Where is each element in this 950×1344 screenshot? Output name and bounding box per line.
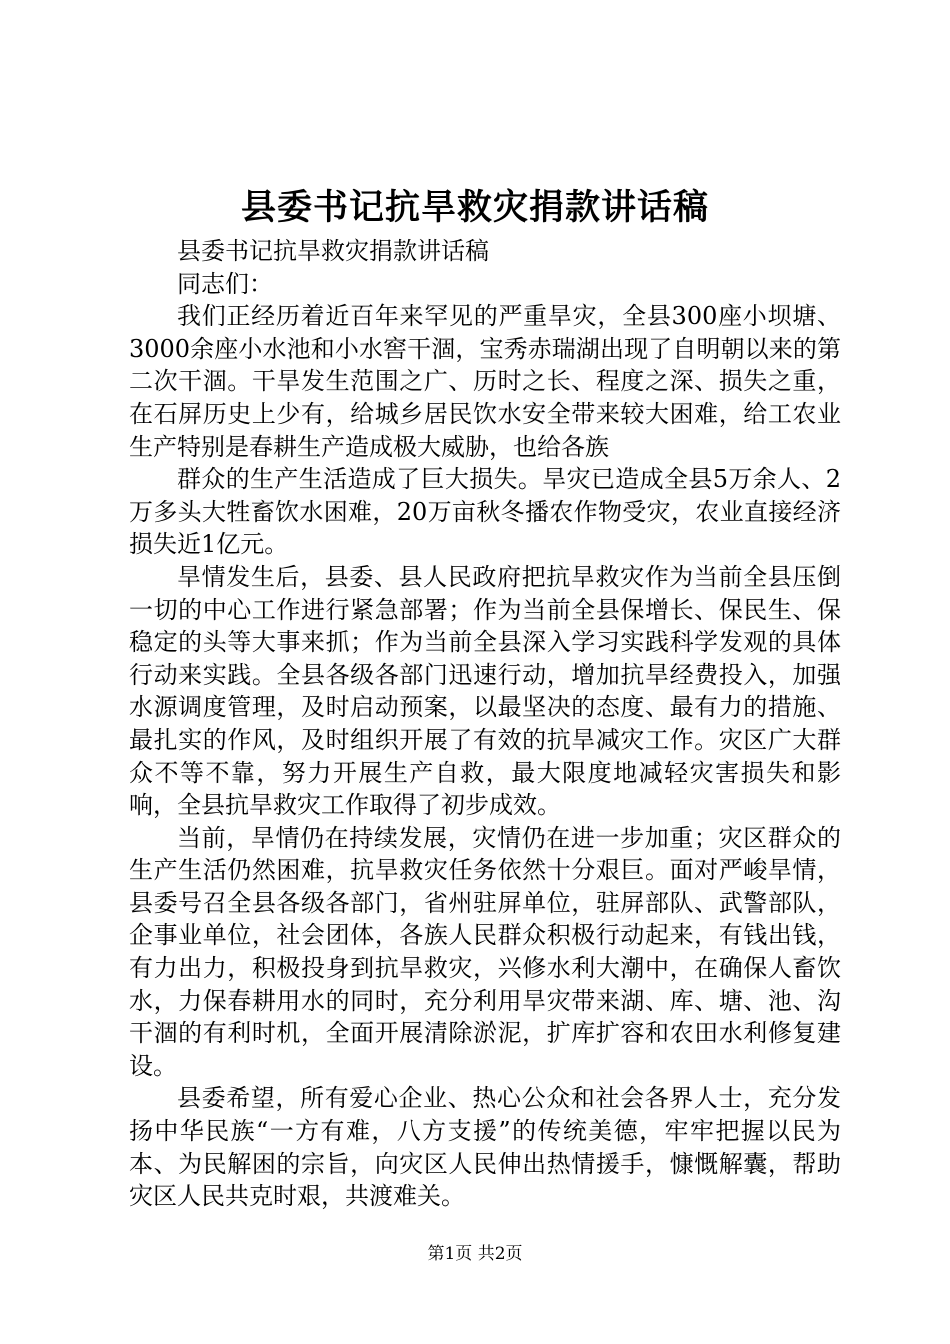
document-body	[129, 235, 841, 1213]
document-title: 县委书记抗旱救灾捐款讲话稿	[240, 187, 709, 228]
paragraph-drought-situation: 我们正经历着近百年来罕见的严重旱灾，全县300座小坝塘、3000余座小水池和小水窖干涸，宝秀赤瑞湖出现了自明朝以来的第二次干涸。干旱发生范围之广、历时之长、程度之深、损失之重，在石屏历史上少有，给城乡居民饮水安全带来较大困难，给工农业生产特别是春耕生产造成极大威胁，也给各族	[129, 302, 841, 461]
paragraph-losses: 群众的生产生活造成了巨大损失。旱灾已造成全县5万余人、2万多头大牲畜饮水困难，20万亩秋冬播农作物受灾，农业直接经济损失近1亿元。	[129, 465, 841, 559]
paragraph-response: 旱情发生后，县委、县人民政府把抗旱救灾作为当前全县压倒一切的中心工作进行紧急部署；作为当前全县保增长、保民生、保稳定的头等大事来抓；作为当前全县深入学习实践科学发观的具体行动来实践。全县各级各部门迅速行动，增加抗旱经费投入，加强水源调度管理，及时启动预案，以最坚决的态度、最有力的措施、最扎实的作风，及时组织开展了有效的抗旱减灾工作。灾区广大群众不等不靠，努力开展生产自救，最大限度地减轻灾害损失和影响，全县抗旱救灾工作取得了初步成效。	[129, 562, 841, 820]
paragraph-current-situation: 当前，旱情仍在持续发展，灾情仍在进一步加重；灾区群众的生产生活仍然困难，抗旱救灾任务依然十分艰巨。面对严峻旱情，县委号召全县各级各部门，省州驻屏单位，驻屏部队、武警部队，企事业单位，社会团体，各族人民群众积极行动起来，有钱出钱，有力出力，积极投身到抗旱救灾，兴修水利大潮中，在确保人畜饮水，力保春耕用水的同时，充分利用旱灾带来湖、库、塘、池、沟干涸的有利时机，全面开展清除淤泥，扩库扩容和农田水利修复建设。	[129, 823, 841, 1080]
paragraph-salutation: 同志们：	[177, 269, 273, 298]
paragraph-subtitle: 县委书记抗旱救灾捐款讲话稿	[177, 237, 489, 265]
page-number: 第1页 共2页	[427, 1244, 523, 1264]
paragraph-appeal: 县委希望，所有爱心企业、热心公众和社会各界人士，充分发扬中华民族“一方有难，八方支援”的传统美德，牢牢把握以民为本、为民解困的宗旨，向灾区人民伸出热情援手，慷慨解囊，帮助灾区人民共克时艰，共渡难关。	[129, 1084, 841, 1211]
